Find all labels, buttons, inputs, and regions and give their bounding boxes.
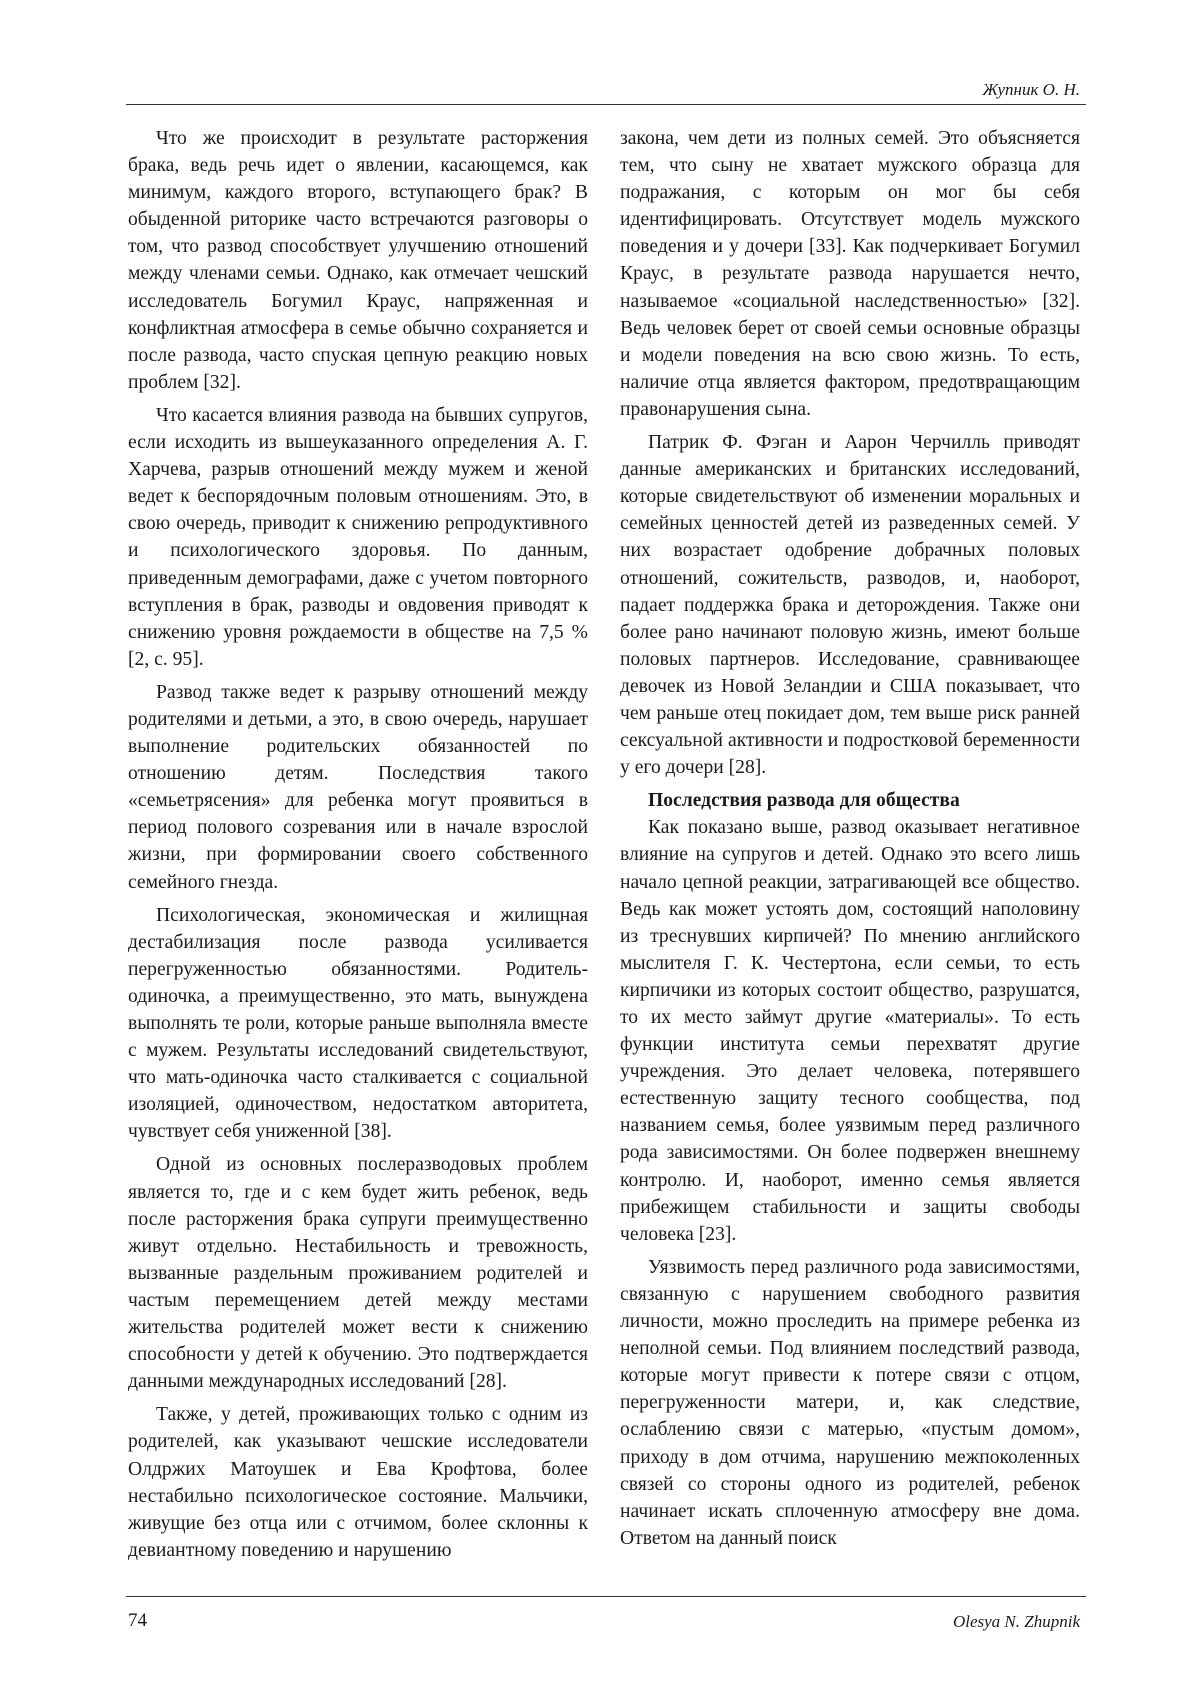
paragraph: Психологическая, экономическая и жилищная дестабилизация после развода усиливается перегруженностью обязанностями. Родитель-одиночка, а преимущественно, это мать, вынуждена выполнять те роли, которые раньше выполняла вместе с мужем. Результаты исследований свидетельствуют, что мать-одиночка часто сталкивается с социальной изоляцией, одиночеством, недостатком авторитета, чувствует себя униженной [38]. [128,904,588,1143]
running-footer-author: Olesya N. Zhupnik [952,1612,1080,1631]
paragraph: Одной из основных послеразводовых проблем является то, где и с кем будет жить ребенок, ведь после расторжения брака супруги преимущественно живут отдельно. Нестабильность и тревожность, вызванные раздельным проживанием родителей и частым перемещением детей между местами жительства родителей может вести к снижению способности у детей к обучению. Это подтверждается данными международных исследований [28]. [128,1154,588,1393]
paragraph: Что касается влияния развода на бывших супругов, если исходить из вышеуказанного определения А. Г. Харчева, разрыв отношений между мужем и женой ведет к беспорядочным половым отношениям. Это, в свою очередь, приводит к снижению репродуктивного и психологического здоровья. По данным, приведенным демографами, даже с учетом повторного вступления в брак, разводы и овдовения приводят к снижению уровня рождаемости в обществе на 7,5 % [2, с. 95]. [128,404,588,670]
left-column [128,125,588,1570]
page-number: 74 [128,1610,147,1631]
paragraph: Что же происходит в результате расторжения брака, ведь речь идет о явлении, касающемся, как минимум, каждого второго, вступающего брак? В обыденной риторике часто встречаются разговоры о том, что развод способствует улучшению отношений между членами семьи. Однако, как отмечает чешский исследователь Богумил Краус, напряженная и конфликтная атмосфера в семье обычно сохраняется и после развода, часто спуская цепную реакцию новых проблем [32]. [128,128,588,393]
running-header-author: Жупник О. Н. [982,80,1080,99]
paragraph: Развод также ведет к разрыву отношений между родителями и детьми, а это, в свою очередь, нарушает выполнение родительских обязанностей по отношению детям. Последствия такого «семьетрясения» для ребенка могут проявиться в период полового созревания или в начале взрослой жизни, при формировании своего собственного семейного гнезда. [128,681,588,893]
footer-rule [126,1596,1086,1597]
header-rule [126,104,1086,105]
paragraph: Как показано выше, развод оказывает негативное влияние на супругов и детей. Однако это всего лишь начало цепной реакции, затрагивающей все общество. Ведь как может устоять дом, состоящий наполовину из треснувших кирпичей? По мнению английского мыслителя Г. К. Честертона, если семьи, то есть кирпичики из которых состоит общество, разрушатся, то их место займут другие «материалы». То есть функции института семьи перехватят другие учреждения. Это делает человека, потерявшего естественную защиту тесного сообщества, под названием семья, более уязвимым перед различного рода зависимостями. Он более подвержен внешнему контролю. И, наоборот, именно семья является прибежищем стабильности и защиты свободы человека [23]. [620,817,1080,1245]
paragraph: Также, у детей, проживающих только с одним из родителей, как указывают чешские исследователи Олдржих Матоушек и Ева Крофтова, более нестабильно психологическое состояние. Мальчики, живущие без отца или с отчимом, более склонны к девиантному поведению и нарушению [128,1404,588,1561]
paragraph: Патрик Ф. Фэган и Аарон Черчилль приводят данные американских и британских исследований, которые свидетельствуют об изменении моральных и семейных ценностей детей из разведенных семей. У них возрастает одобрение добрачных половых отношений, сожительств, разводов, и, наоборот, падает поддержка брака и деторождения. Также они более рано начинают половую жизнь, имеют больше половых партнеров. Исследование, сравнивающее девочек из Новой Зеландии и США показывает, что чем раньше отец покидает дом, тем выше риск ранней сексуальной активности и подростковой беременности у его дочери [28]. [620,432,1080,779]
section-subheading: Последствия развода для общества [648,790,960,812]
right-column [620,125,1080,1558]
paragraph-continuation: закона, чем дети из полных семей. Это объясняется тем, что сыну не хватает мужского образца для подражания, с которым он мог бы себя идентифицировать. Отсутствует модель мужского поведения и у дочери [33]. Как подчеркивает Богумил Краус, в результате развода нарушается нечто, называемое «социальной наследственностью» [32]. Ведь человек берет от своей семьи основные образцы и модели поведения на всю свою жизнь. То есть, наличие отца является фактором, предотвращающим правонарушения сына. [620,128,1080,420]
paragraph: Уязвимость перед различного рода зависимостями, связанную с нарушением свободного развития личности, можно проследить на примере ребенка из неполной семьи. Под влиянием последствий развода, которые могут привести к потере связи с отцом, перегруженности матери, и, как следствие, ослаблению связи с матерью, «пустым домом», приходу в дом отчима, нарушению межпоколенных связей со стороны одного из родителей, ребенок начинает искать сплоченную атмосферу вне дома. Ответом на данный поиск [620,1256,1080,1549]
